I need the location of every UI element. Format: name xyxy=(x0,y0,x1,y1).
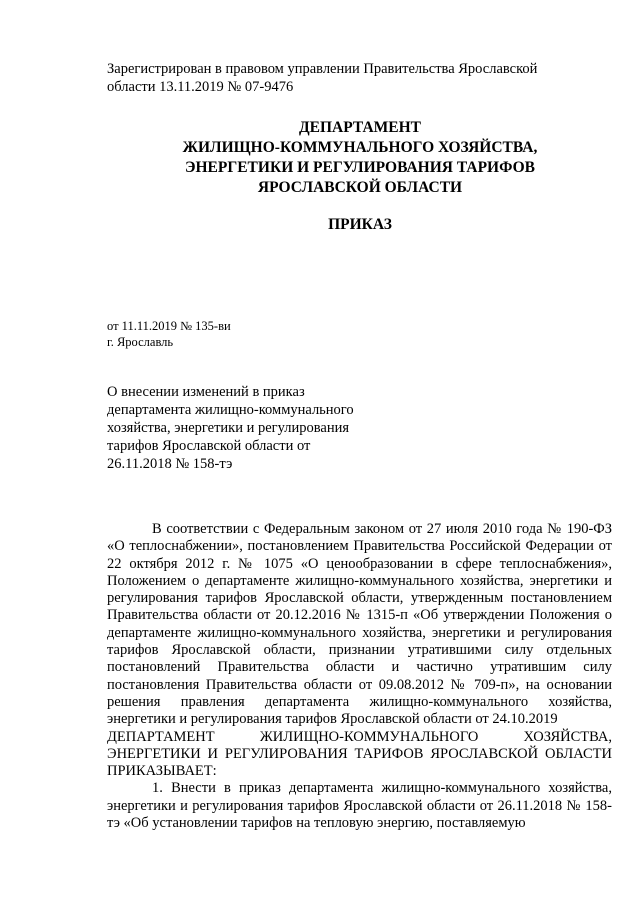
document-type-title: ПРИКАЗ xyxy=(328,216,392,233)
order-city: г. Ярославль xyxy=(107,335,174,349)
order-date-number: от 11.11.2019 № 135-ви xyxy=(107,319,231,333)
preamble-paragraph: В соответствии с Федеральным законом от 27 июля 2010 года № 190-ФЗ «О теплоснабжении», постановлением Правительства Российской Федерации от 22 октября 2012 г. № 1075 «О ценообразовании в сфере теплоснабжения», Положением о департаменте жилищно-коммунального хозяйства, энергетики и регулирования тарифов Ярославской области, утвержденным постановлением Правительства области от 20.12.2016 № 1315-п «Об утверждении Положения о департаменте жилищно-коммунального хозяйства, энергетики и регулирования тарифов Ярославской области, признании утратившими силу отдельных постановлений Правительства области и частично утратившим силу постановления Правительства области от 09.08.2012 № 709-п», на основании решения правления департамента жилищно-коммунального хозяйства, энергетики и регулирования тарифов Ярославской области от 24.10.2019 xyxy=(107,521,612,728)
department-line-1: ДЕПАРТАМЕНТ xyxy=(298,119,422,136)
department-line-3: ЭНЕРГЕТИКИ И РЕГУЛИРОВАНИЯ ТАРИФОВ xyxy=(184,159,536,176)
order-meta xyxy=(107,318,612,350)
department-line-2: ЖИЛИЩНО-КОММУНАЛЬНОГО ХОЗЯЙСТВА, xyxy=(182,139,538,156)
order-subject: О внесении изменений в приказ департамента жилищно-коммунального хозяйства, энергетики и регулирования тарифов Ярославской области от 26.11.2018 № 158-тэ xyxy=(107,384,354,472)
department-line-4: ЯРОСЛАВСКОЙ ОБЛАСТИ xyxy=(257,179,463,196)
item-1-paragraph: 1. Внести в приказ департамента жилищно-коммунального хозяйства, энергетики и регулирования тарифов Ярославской области от 26.11.2018 № 158-тэ «Об установлении тарифов на тепловую энергию, поставляемую xyxy=(107,780,612,832)
order-body xyxy=(107,521,612,832)
department-header xyxy=(80,118,640,198)
order-directive: ДЕПАРТАМЕНТ ЖИЛИЩНО-КОММУНАЛЬНОГО ХОЗЯЙСТВА, ЭНЕРГЕТИКИ И РЕГУЛИРОВАНИЯ ТАРИФОВ ЯРОСЛАВСКОЙ ОБЛАСТИ ПРИКАЗЫВАЕТ: xyxy=(107,728,612,780)
registration-note: Зарегистрирован в правовом управлении Правительства Ярославской области 13.11.2019 № 07-9476 xyxy=(107,61,538,95)
